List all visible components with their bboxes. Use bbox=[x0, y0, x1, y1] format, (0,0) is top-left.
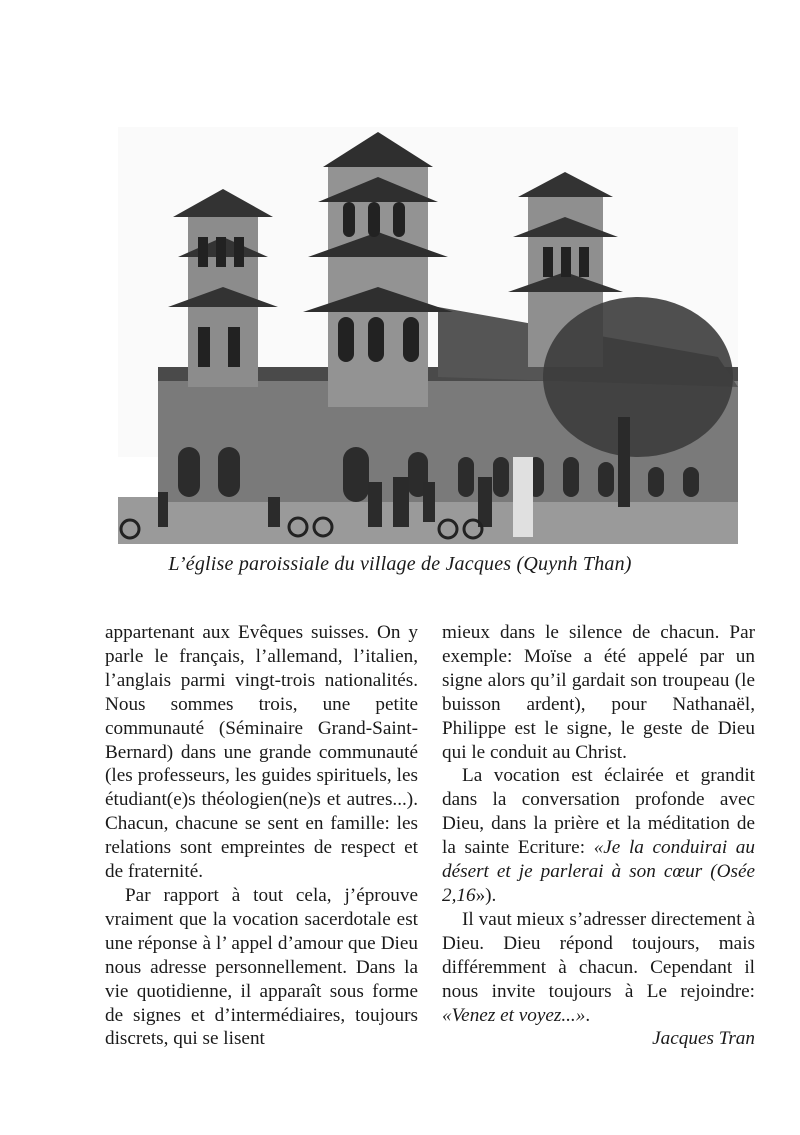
paragraph-text: Il vaut mieux s’adresser directement à Dieu. Dieu répond toujours, mais différemment à chacun. Cependant il nous invite toujours à Le rejoindre: bbox=[442, 908, 755, 1002]
author-signature: Jacques Tran bbox=[652, 1028, 755, 1050]
bible-quote: «Je la conduirai au désert et je parlerai à son cœur (Osée 2,16 bbox=[442, 837, 755, 906]
paragraph bbox=[442, 764, 755, 907]
church-illustration bbox=[118, 127, 738, 544]
right-column bbox=[442, 621, 755, 1051]
paragraph: appartenant aux Evêques suisses. On y parle le français, l’allemand, l’italien, l’anglais parmi vingt-trois nationalités. Nous sommes trois, une petite communauté (Séminaire Grand-Saint-Bernard) dans une grande communauté (les professeurs, les guides spirituels, les étudiant(e)s théologien(ne)s et autres...). Chacun, chacune se sent en famille: les relations sont empreintes de respect et de fraternité. bbox=[105, 622, 418, 883]
paragraph: Par rapport à tout cela, j’éprouve vraiment que la vocation sacerdotale est une réponse à l’ appel d’amour que Dieu nous adresse personnellement. Dans la vie quotidienne, il apparaît sous forme de signes et d’intermédiaires, toujours discrets, qui se lisent bbox=[105, 884, 418, 1050]
photo-caption: L’église paroissiale du village de Jacques (Quynh Than) bbox=[168, 553, 632, 575]
paragraph-text: »). bbox=[475, 884, 497, 906]
paragraph-text: La vocation est éclairée et grandit dans la conversation profonde avec Dieu, dans la prière et la méditation de la sainte Ecriture: bbox=[442, 765, 755, 859]
paragraph: mieux dans le silence de chacun. Par exemple: Moïse a été appelé par un signe alors qu’il gardait son troupeau (le buisson ardent), pour Nathanaël, Philippe est le signe, le geste de Dieu qui le conduit au Christ. bbox=[442, 622, 755, 763]
paragraph-text: . bbox=[585, 1004, 591, 1026]
church-photo bbox=[118, 127, 738, 544]
left-column bbox=[105, 621, 418, 1051]
paragraph bbox=[442, 908, 755, 1028]
gospel-quote: «Venez et voyez...» bbox=[442, 1004, 586, 1026]
